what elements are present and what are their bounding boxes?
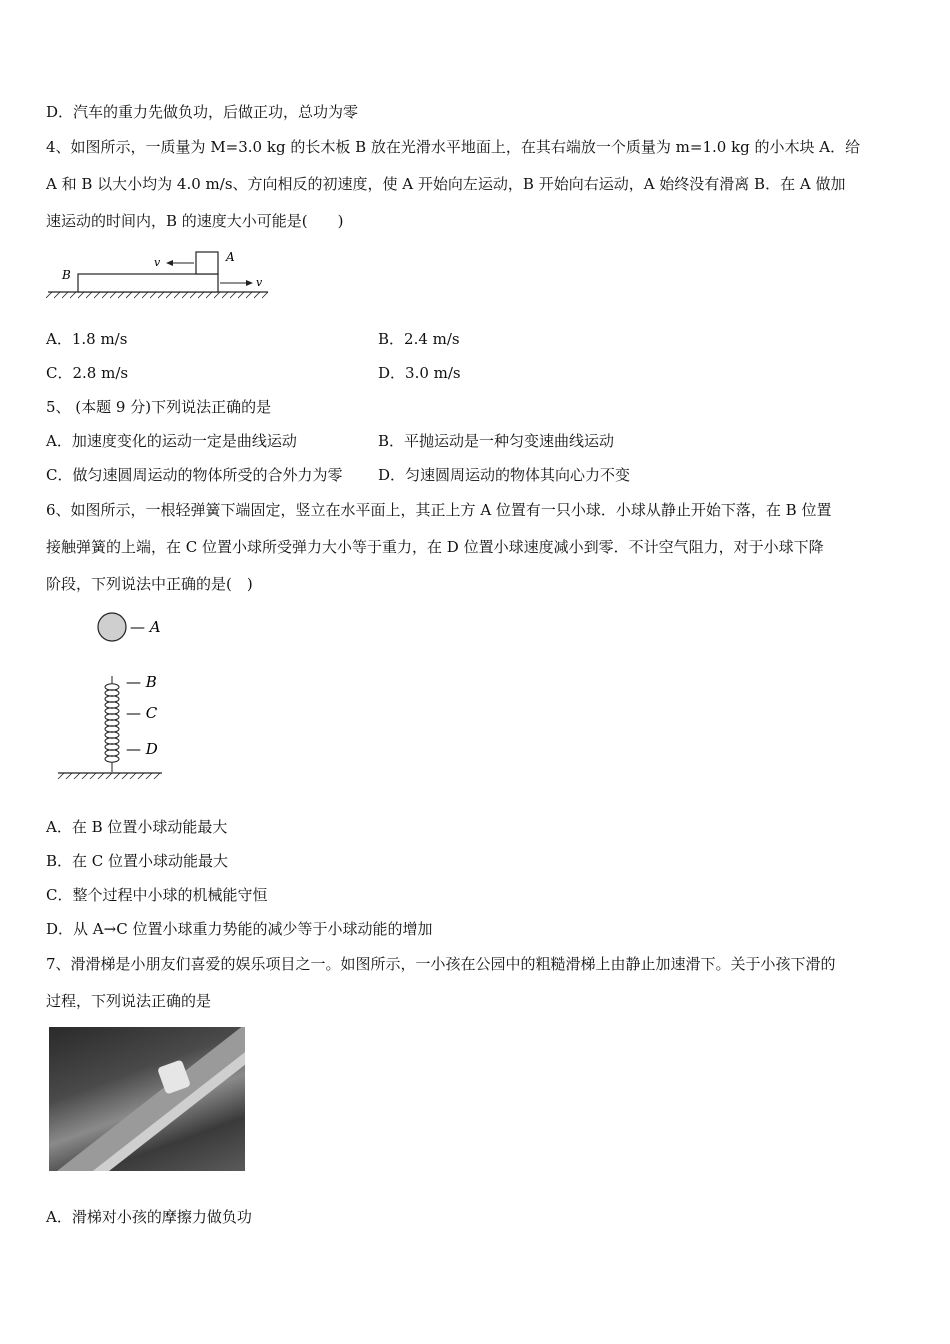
q6-stem-line3: 阶段，下列说法中正确的是( ) <box>46 575 253 593</box>
ground-hatch <box>58 773 160 779</box>
q5-option-a[interactable]: A．加速度变化的运动一定是曲线运动 <box>46 432 297 450</box>
q6-option-d[interactable]: D．从 A→C 位置小球重力势能的减少等于小球动能的增加 <box>46 920 433 938</box>
q6-stem-line1: 6、如图所示，一根轻弹簧下端固定，竖立在水平面上，其正上方 A 位置有一只小球．小球从静止开始下落，在 B 位置 <box>46 501 832 519</box>
q7-slide-photo <box>49 1027 245 1171</box>
q4-option-b[interactable]: B．2.4 m/s <box>378 330 460 348</box>
ball <box>98 613 126 641</box>
q4-option-c[interactable]: C．2.8 m/s <box>46 364 129 382</box>
q4-figure-board-block <box>46 246 276 302</box>
block-a <box>196 252 218 274</box>
label-v-right: v <box>256 276 263 289</box>
label-a: — A <box>130 618 161 636</box>
q5-option-d[interactable]: D．匀速圆周运动的物体其向心力不变 <box>378 466 631 484</box>
q4-option-d[interactable]: D．3.0 m/s <box>378 364 461 382</box>
q6-option-b[interactable]: B．在 C 位置小球动能最大 <box>46 852 229 870</box>
slide-rail <box>49 1027 245 1171</box>
ground-hatch <box>46 292 268 298</box>
q7-stem-line2: 过程，下列说法正确的是 <box>46 992 212 1010</box>
board-b <box>78 274 218 292</box>
q6-option-c[interactable]: C．整个过程中小球的机械能守恒 <box>46 886 268 904</box>
q7-option-a[interactable]: A．滑梯对小孩的摩擦力做负功 <box>46 1208 252 1226</box>
q5-stem: 5、 (本题 9 分)下列说法正确的是 <box>46 398 272 416</box>
q3-option-d: D．汽车的重力先做负功，后做正功，总功为零 <box>46 103 359 121</box>
label-d: — D <box>126 740 158 758</box>
q4-stem-line2: A 和 B 以大小均为 4.0 m/s、方向相反的初速度，使 A 开始向左运动，B 开始向右运动，A 始终没有滑离 B．在 A 做加 <box>46 175 846 193</box>
q6-stem-line2: 接触弹簧的上端，在 C 位置小球所受弹力大小等于重力，在 D 位置小球速度减小到零．不计空气阻力，对于小球下降 <box>46 538 824 556</box>
label-c: — C <box>126 704 158 722</box>
arrow-left-head <box>166 260 173 266</box>
q4-option-a[interactable]: A．1.8 m/s <box>46 330 128 348</box>
label-b: B <box>62 268 71 282</box>
label-a: A <box>226 250 235 264</box>
label-b: — B <box>126 673 157 691</box>
q5-option-b[interactable]: B．平抛运动是一种匀变速曲线运动 <box>378 432 615 450</box>
spring <box>105 676 119 772</box>
q6-option-a[interactable]: A．在 B 位置小球动能最大 <box>46 818 228 836</box>
arrow-right-head <box>246 280 253 286</box>
q4-stem-line1: 4、如图所示，一质量为 M=3.0 kg 的长木板 B 放在光滑水平地面上，在其右端放一个质量为 m=1.0 kg 的小木块 A．给 <box>46 138 861 156</box>
label-v-left: v <box>154 256 161 269</box>
q5-option-c[interactable]: C．做匀速圆周运动的物体所受的合外力为零 <box>46 466 343 484</box>
q6-figure-spring-ball <box>56 608 186 786</box>
q4-stem-line3: 速运动的时间内，B 的速度大小可能是( ) <box>46 212 344 230</box>
q7-stem-line1: 7、滑滑梯是小朋友们喜爱的娱乐项目之一。如图所示，一小孩在公园中的粗糙滑梯上由静止加速滑下。关于小孩下滑的 <box>46 955 836 973</box>
